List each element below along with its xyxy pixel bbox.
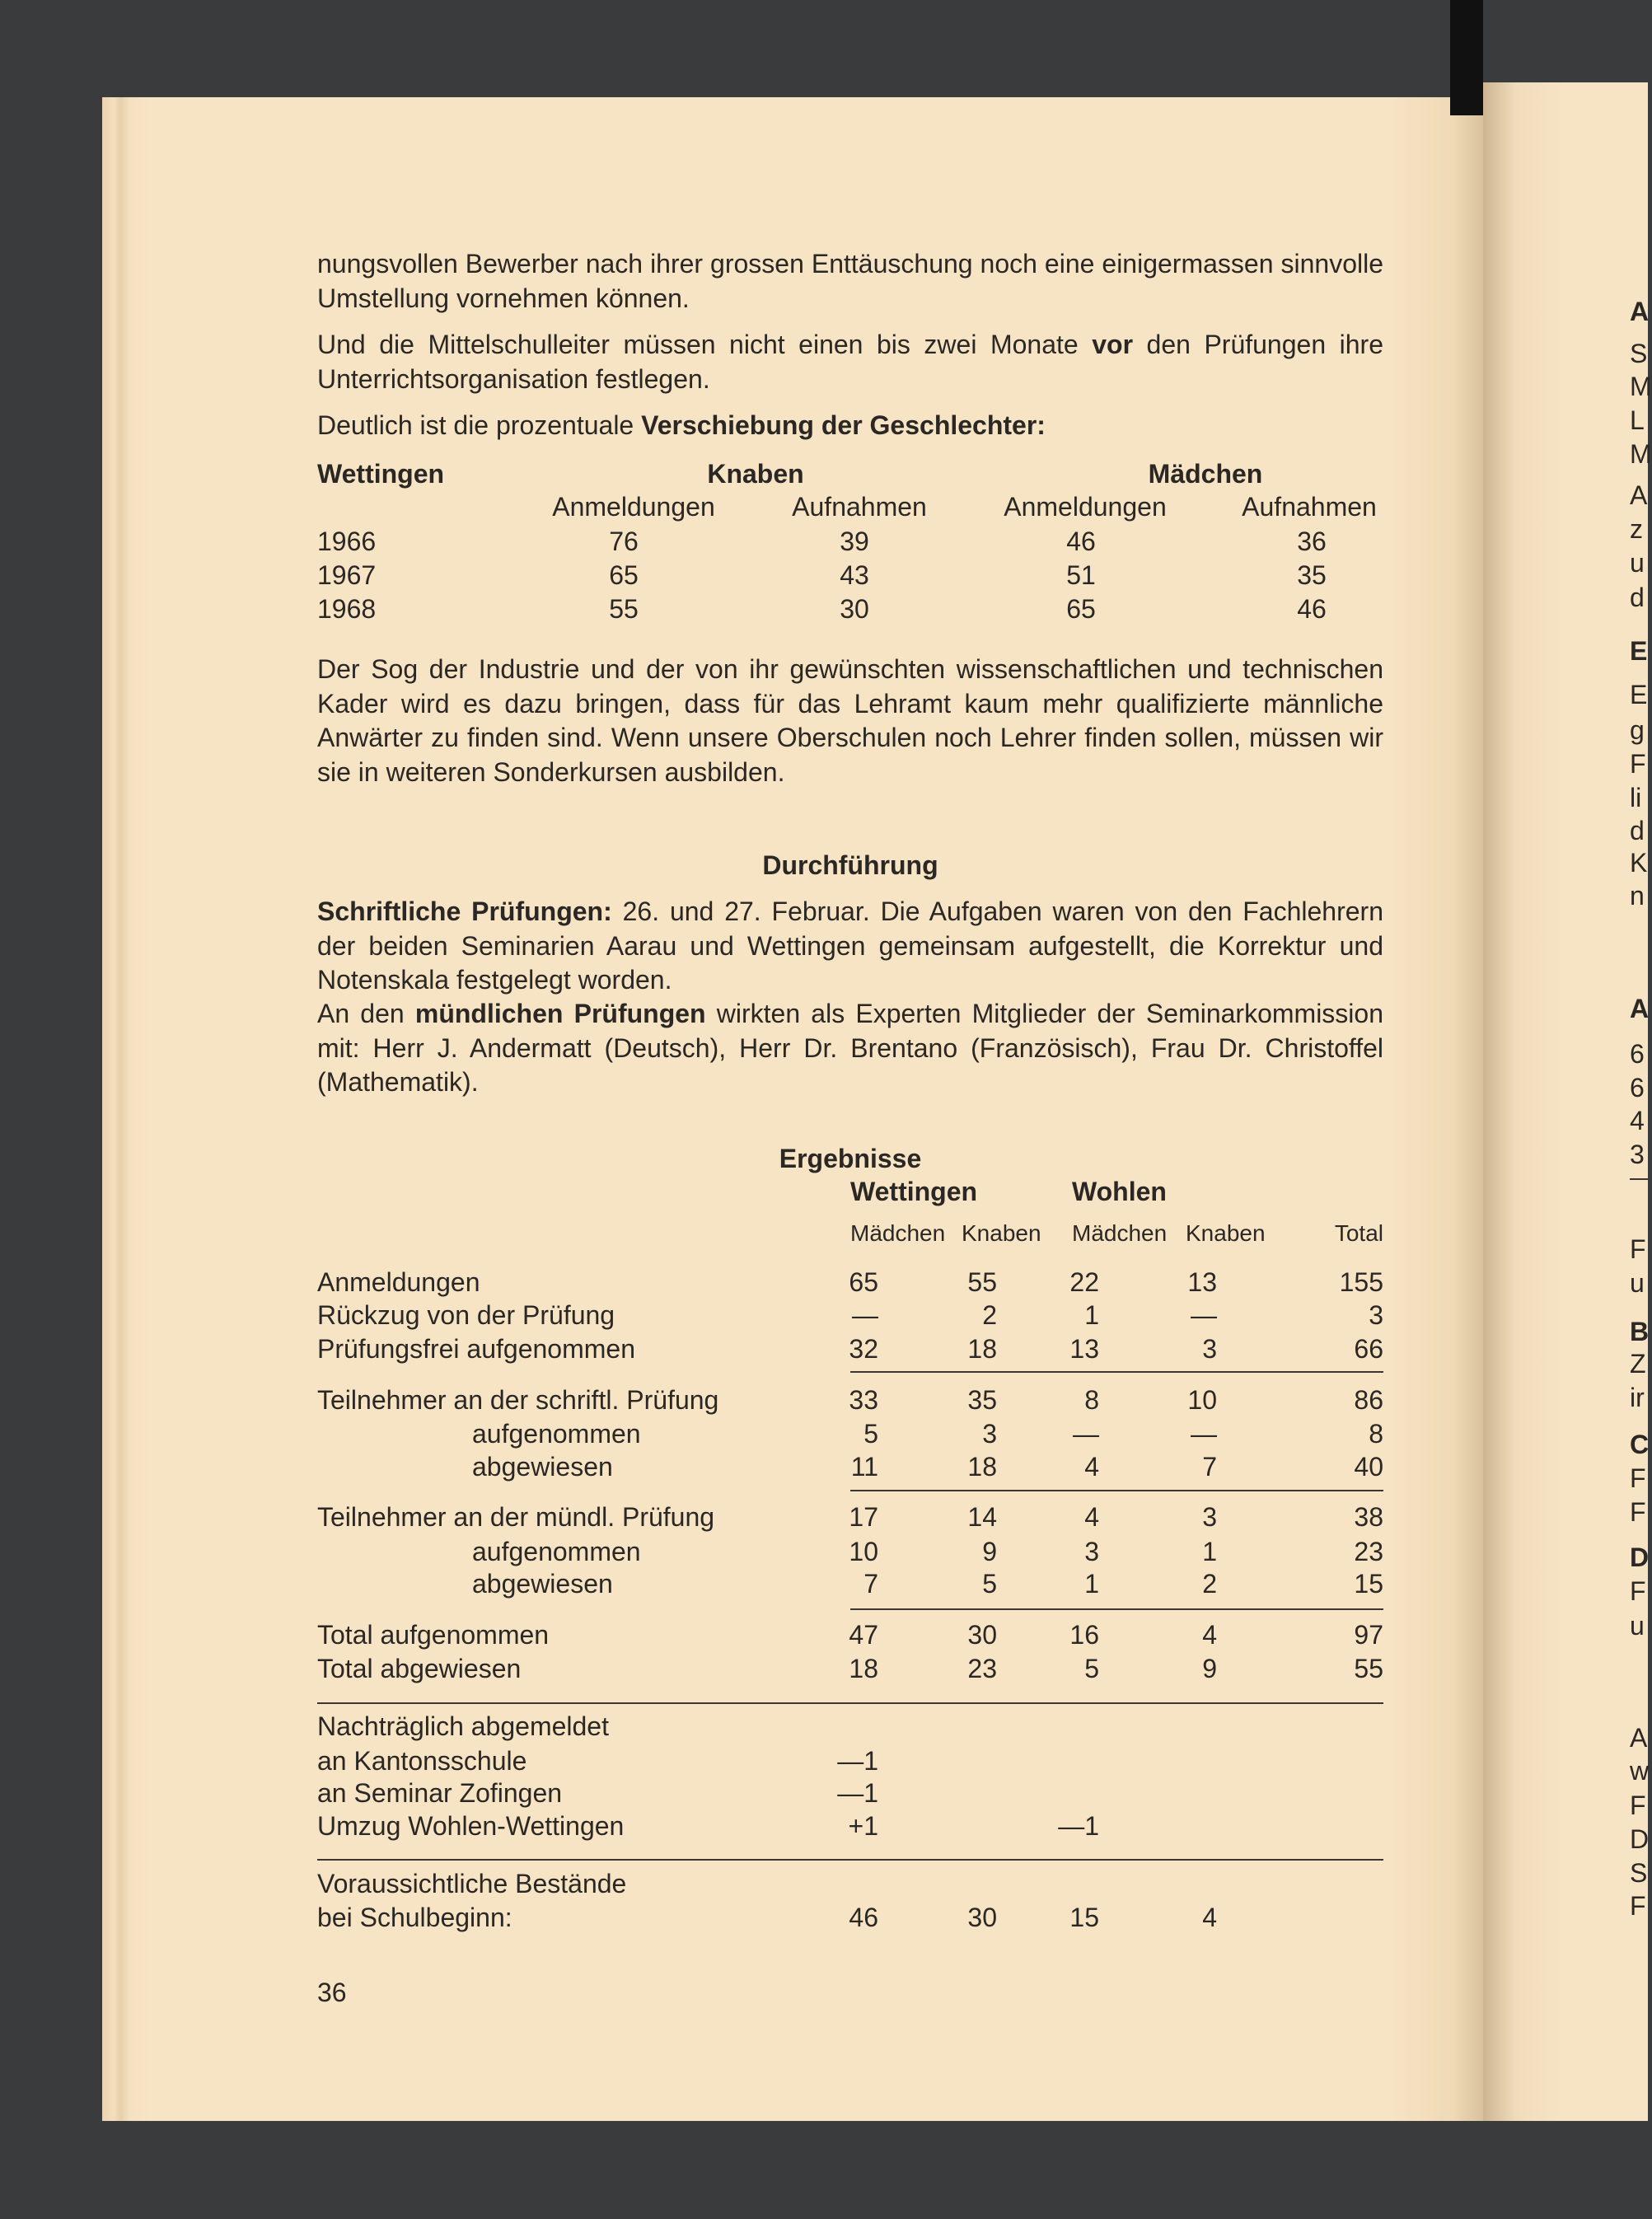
heading-ergebnisse: Ergebnisse (779, 1144, 922, 1173)
right-page-fragment: F (1630, 1791, 1646, 1820)
right-page-fragment: u (1630, 1611, 1645, 1641)
value-cell: 47 (849, 1620, 878, 1650)
emphasis: vor (1092, 330, 1134, 359)
divider (850, 1608, 1383, 1610)
value-cell: 5 (982, 1569, 997, 1599)
row-label: Umzug Wohlen-Wettingen (317, 1811, 625, 1841)
value-cell: 7 (1202, 1452, 1217, 1482)
group-header-wettingen: Wettingen (850, 1177, 978, 1206)
gutter-shadow (1450, 0, 1483, 115)
value-cell: 18 (967, 1334, 997, 1364)
value-cell: —1 (837, 1746, 878, 1776)
value-cell: —1 (1058, 1811, 1099, 1841)
value-cell: 46 (1066, 527, 1096, 556)
text: 26. und 27. Februar. Die Aufgaben waren von den Fachlehrern der beiden Seminarien Aarau und Wettingen gemeinsam aufgestellt, die Korrektur und Notenskala festgelegt worden. (317, 896, 1384, 995)
value-cell: 40 (1354, 1452, 1383, 1482)
right-page-fragment: li (1630, 783, 1642, 812)
row-label: abgewiesen (472, 1569, 613, 1599)
value-cell: 4 (1084, 1502, 1099, 1532)
right-page-fragment: d (1630, 816, 1645, 845)
divider (850, 1490, 1383, 1491)
value-cell: 43 (840, 560, 869, 590)
value-cell: 9 (982, 1537, 997, 1566)
book-page-left (102, 97, 1483, 2121)
emphasis: mündlichen Prüfungen (414, 999, 706, 1028)
right-page-fragment: M (1630, 439, 1652, 469)
value-cell: 4 (1202, 1903, 1217, 1932)
right-page-fragment: w (1630, 1756, 1650, 1786)
value-cell: 16 (1069, 1620, 1099, 1650)
value-cell: 23 (1354, 1537, 1383, 1566)
paragraph-schriftliche-pruefungen (317, 895, 1383, 998)
row-label: Teilnehmer an der mündl. Prüfung (317, 1502, 715, 1532)
value-cell: 1 (1084, 1300, 1099, 1330)
right-page-fragment: F (1630, 1576, 1646, 1606)
value-cell: 10 (849, 1537, 878, 1566)
row-label: Voraussichtliche Bestände (317, 1869, 627, 1898)
paragraph-verschiebung (317, 409, 1383, 443)
value-cell: 8 (1084, 1385, 1099, 1415)
column-header: Mädchen (1072, 1220, 1168, 1246)
value-cell: 46 (1297, 594, 1327, 624)
value-cell: 97 (1354, 1620, 1383, 1650)
right-page-fragment: z (1630, 514, 1643, 544)
value-cell: 17 (849, 1502, 878, 1532)
row-label: Nachträglich abgemeldet (317, 1711, 609, 1741)
paragraph-sog-der-industrie (317, 653, 1383, 789)
right-page-fragment: F (1630, 749, 1646, 779)
heading-durchfuehrung: Durchführung (762, 850, 938, 880)
right-page-fragment: A (1630, 297, 1650, 326)
value-cell: 2 (982, 1300, 997, 1330)
value-cell: 1 (1202, 1537, 1217, 1566)
year-cell: 1968 (317, 594, 377, 624)
value-cell: 46 (849, 1903, 878, 1932)
value-cell: 55 (967, 1267, 997, 1297)
row-label: an Kantonsschule (317, 1746, 527, 1776)
value-cell: — (1191, 1300, 1217, 1330)
right-page-fragment: D (1630, 1543, 1650, 1572)
text: Und die Mittelschulleiter müssen nicht einen bis zwei Monate (317, 330, 1093, 359)
right-page-fragment: F (1630, 1891, 1646, 1921)
value-cell: +1 (848, 1811, 878, 1841)
divider (1630, 1178, 1648, 1180)
emphasis: Verschiebung der Geschlechter: (641, 410, 1046, 440)
book-page-right (1483, 82, 1648, 2121)
right-page-fragment: u (1630, 548, 1645, 578)
right-page-fragment: K (1630, 848, 1648, 878)
year-cell: 1967 (317, 560, 377, 590)
value-cell: 7 (863, 1569, 878, 1599)
value-cell: 65 (1066, 594, 1096, 624)
value-cell: 86 (1354, 1385, 1383, 1415)
value-cell: 30 (967, 1620, 997, 1650)
text: Deutlich ist die prozentuale (317, 410, 642, 440)
value-cell: 51 (1066, 560, 1096, 590)
right-page-fragment: d (1630, 583, 1645, 612)
value-cell: 30 (967, 1903, 997, 1932)
group-header: Knaben (707, 459, 804, 489)
value-cell: 55 (1354, 1654, 1383, 1683)
row-label: Total abgewiesen (317, 1654, 522, 1683)
value-cell: 2 (1202, 1569, 1217, 1599)
right-page-fragment: S (1630, 339, 1648, 368)
divider (317, 1702, 1383, 1704)
paragraph-muendliche-pruefungen (317, 997, 1383, 1100)
value-cell: 36 (1297, 527, 1327, 556)
column-header: Anmeldungen (552, 492, 715, 522)
right-page-fragment: n (1630, 881, 1645, 911)
right-page-fragment: ir (1630, 1383, 1645, 1412)
value-cell: 13 (1187, 1267, 1217, 1297)
row-label: Anmeldungen (317, 1267, 480, 1297)
value-cell: 3 (982, 1419, 997, 1449)
right-page-fragment: S (1630, 1858, 1648, 1888)
column-header: Mädchen (850, 1220, 946, 1246)
right-page-fragment: A (1630, 1723, 1648, 1753)
group-header-wohlen: Wohlen (1072, 1177, 1167, 1206)
value-cell: 5 (863, 1419, 878, 1449)
value-cell: 4 (1084, 1452, 1099, 1482)
value-cell: 65 (609, 560, 639, 590)
right-page-fragment: u (1630, 1268, 1645, 1298)
text: An den (317, 999, 415, 1028)
value-cell: 3 (1369, 1300, 1383, 1330)
value-cell: 3 (1202, 1502, 1217, 1532)
table-title: Wettingen (317, 459, 445, 489)
value-cell: 55 (609, 594, 639, 624)
value-cell: 13 (1069, 1334, 1099, 1364)
row-label: Rückzug von der Prüfung (317, 1300, 615, 1330)
value-cell: 38 (1354, 1502, 1383, 1532)
text: wirkten als Experten Mitglieder der Seminarkommission mit: Herr J. Andermatt (Deutsch), Herr Dr. Brentano (Französisch), Frau Dr. Christoffel (Mathematik). (317, 999, 1384, 1097)
column-header: Aufnahmen (792, 492, 927, 522)
value-cell: — (852, 1300, 878, 1330)
right-page-fragment: Z (1630, 1349, 1646, 1379)
paragraph-text: nungsvollen Bewerber nach ihrer grossen Enttäuschung noch eine einigermassen sinnvolle Umstellung vornehmen können. (317, 249, 1383, 313)
page-number: 36 (317, 1978, 347, 2007)
value-cell: 66 (1354, 1334, 1383, 1364)
column-header: Anmeldungen (1004, 492, 1167, 522)
column-header: Total (1334, 1220, 1383, 1246)
right-page-fragment: F (1630, 1497, 1646, 1527)
row-label: bei Schulbeginn: (317, 1903, 512, 1932)
emphasis: Schriftliche Prüfungen: (317, 896, 612, 926)
value-cell: 23 (967, 1654, 997, 1683)
value-cell: 10 (1187, 1385, 1217, 1415)
value-cell: 39 (840, 527, 869, 556)
right-page-fragment: 3 (1630, 1140, 1645, 1169)
right-page-fragment: A (1630, 994, 1650, 1023)
column-header: Aufnahmen (1242, 492, 1377, 522)
row-label: an Seminar Zofingen (317, 1778, 563, 1808)
value-cell: 8 (1369, 1419, 1383, 1449)
row-label: Total aufgenommen (317, 1620, 550, 1650)
right-page-fragment: g (1630, 715, 1645, 745)
paragraph-intro (317, 247, 1383, 316)
value-cell: 3 (1202, 1334, 1217, 1364)
right-page-fragment: B (1630, 1317, 1650, 1346)
right-page-fragment: C (1630, 1430, 1650, 1459)
value-cell: 5 (1084, 1654, 1099, 1683)
value-cell: 33 (849, 1385, 878, 1415)
group-header: Mädchen (1148, 459, 1263, 489)
value-cell: 30 (840, 594, 869, 624)
right-page-fragment: E (1630, 636, 1648, 666)
value-cell: — (1073, 1419, 1099, 1449)
year-cell: 1966 (317, 527, 377, 556)
value-cell: 35 (1297, 560, 1327, 590)
value-cell: 18 (967, 1452, 997, 1482)
value-cell: 18 (849, 1654, 878, 1683)
row-label: abgewiesen (472, 1452, 613, 1482)
column-header: Knaben (1186, 1220, 1266, 1246)
value-cell: 65 (849, 1267, 878, 1297)
divider (317, 1859, 1383, 1861)
value-cell: 15 (1354, 1569, 1383, 1599)
value-cell: 155 (1339, 1267, 1383, 1297)
value-cell: 4 (1202, 1620, 1217, 1650)
row-label: Teilnehmer an der schriftl. Prüfung (317, 1385, 719, 1415)
right-page-fragment: 4 (1630, 1106, 1645, 1135)
right-page-fragment: 6 (1630, 1039, 1645, 1069)
row-label: aufgenommen (472, 1419, 641, 1449)
value-cell: 1 (1084, 1569, 1099, 1599)
right-page-fragment: F (1630, 1234, 1646, 1264)
column-header: Knaben (962, 1220, 1041, 1246)
right-page-fragment: L (1630, 405, 1645, 435)
value-cell: —1 (837, 1778, 878, 1808)
text: Der Sog der Industrie und der von ihr gewünschten wissenschaftlichen und technischen Kader wird es dazu bringen, dass für das Lehramt kaum mehr qualifizierte männliche Anwärter zu finden sind. Wenn unsere Oberschulen noch Lehrer finden sollen, müssen wir sie in weiteren Sonderkursen ausbilden. (317, 654, 1383, 787)
value-cell: — (1191, 1419, 1217, 1449)
value-cell: 3 (1084, 1537, 1099, 1566)
paragraph-mittelschulleiter (317, 328, 1383, 396)
value-cell: 9 (1202, 1654, 1217, 1683)
text: den Prüfungen ihre Unterrichtsorganisation festlegen. (317, 330, 1384, 394)
value-cell: 35 (967, 1385, 997, 1415)
right-page-fragment: A (1630, 480, 1648, 510)
value-cell: 32 (849, 1334, 878, 1364)
value-cell: 15 (1069, 1903, 1099, 1932)
right-page-fragment: 6 (1630, 1073, 1645, 1102)
right-page-fragment: E (1630, 680, 1648, 709)
value-cell: 14 (967, 1502, 997, 1532)
value-cell: 11 (850, 1452, 878, 1482)
divider (850, 1371, 1383, 1373)
right-page-fragment: D (1630, 1824, 1650, 1854)
row-label: aufgenommen (472, 1537, 641, 1566)
value-cell: 22 (1069, 1267, 1099, 1297)
right-page-fragment: F (1630, 1463, 1646, 1493)
row-label: Prüfungsfrei aufgenommen (317, 1334, 635, 1364)
value-cell: 76 (609, 527, 639, 556)
right-page-fragment: M (1630, 372, 1652, 401)
